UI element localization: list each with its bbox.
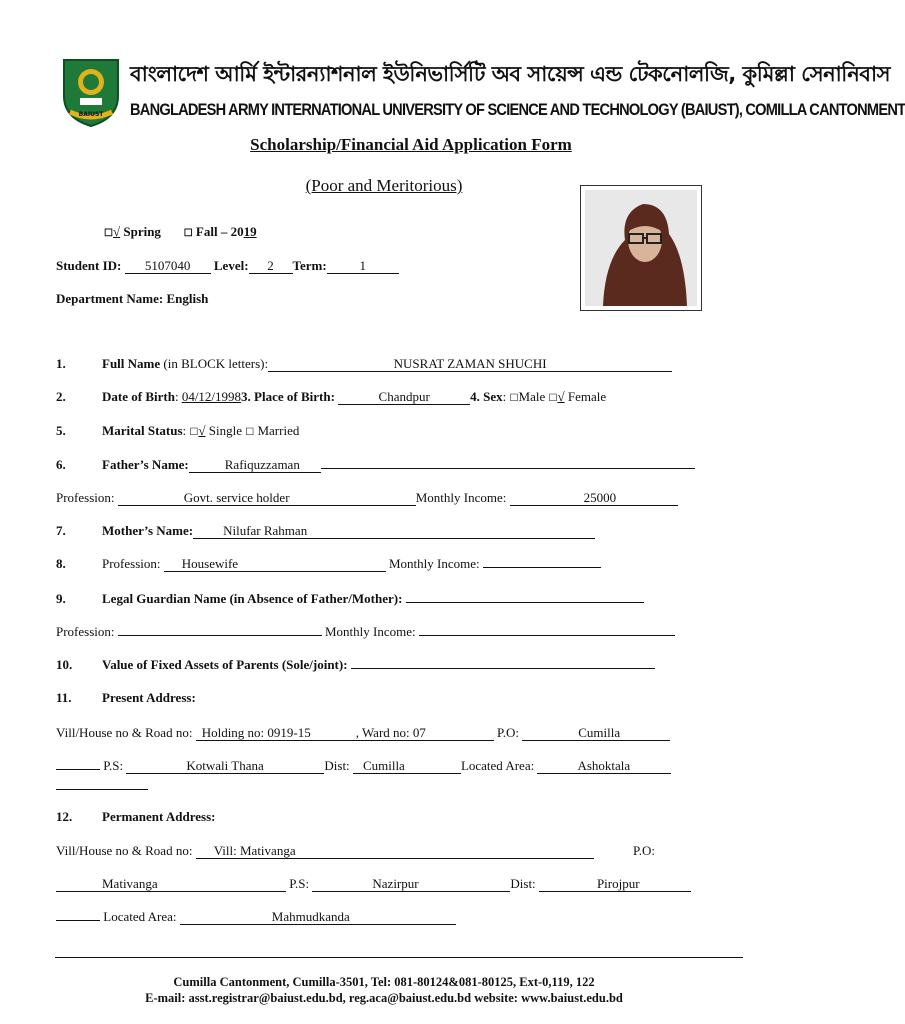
single-label: Single bbox=[208, 423, 242, 438]
permanent-address-row-1 bbox=[56, 843, 655, 859]
semester-row bbox=[104, 224, 257, 240]
male-label: Male bbox=[518, 389, 546, 404]
birth-row: Date of Birth: 04/12/19983. Place of Birth: Chandpur 4. Sex: ☐Male ☐√ Female bbox=[102, 389, 607, 404]
footer-divider bbox=[55, 957, 743, 958]
bangla-university-title: বাংলাদেশ আর্মি ইন্টারন্যাশনাল ইউনিভার্সিটি অব সায়েন্স এন্ড টেকনোলজি, কুমিল্লা সেনানিবাস bbox=[130, 62, 890, 86]
perm-ps-field[interactable]: Nazirpur bbox=[312, 877, 510, 892]
female-check-mark: √ bbox=[557, 389, 565, 404]
full-name-row bbox=[102, 356, 672, 372]
form-subtitle: (Poor and Meritorious) bbox=[305, 176, 463, 195]
father-profession-label: Profession: bbox=[56, 490, 115, 505]
item-number-1: 1. bbox=[56, 356, 66, 371]
permanent-address-row-2 bbox=[56, 876, 691, 892]
place-of-birth-field[interactable]: Chandpur bbox=[338, 390, 470, 405]
student-id-row bbox=[56, 258, 399, 274]
father-name-field[interactable]: Rafiquzzaman bbox=[189, 458, 321, 473]
mother-name-label: Mother’s Name: bbox=[102, 523, 194, 538]
present-ps-label: P.S: bbox=[103, 758, 124, 773]
spring-check-mark: √ bbox=[112, 224, 121, 239]
form-title: Scholarship/Financial Aid Application Form bbox=[250, 135, 572, 154]
male-checkbox[interactable]: ☐ bbox=[509, 393, 519, 404]
assets-row bbox=[102, 657, 655, 673]
perm-ps-label: P.S: bbox=[289, 876, 310, 891]
perm-area-field[interactable]: Mahmudkanda bbox=[180, 910, 456, 925]
fall-year-suffix: 19 bbox=[243, 224, 257, 239]
present-road-label: Vill/House no & Road no: bbox=[56, 725, 193, 740]
present-address-row-2 bbox=[56, 758, 671, 774]
sex-label: 4. Sex bbox=[470, 389, 503, 404]
full-name-label: Full Name bbox=[102, 356, 161, 371]
item-number-5: 5. bbox=[56, 423, 66, 438]
perm-dist-field[interactable]: Pirojpur bbox=[539, 877, 691, 892]
mother-income-field[interactable] bbox=[483, 567, 601, 568]
present-area-field[interactable]: Ashoktala bbox=[537, 759, 671, 774]
item-number-6: 6. bbox=[56, 457, 66, 472]
level-label: Level: bbox=[213, 258, 249, 273]
perm-dist-continuation bbox=[56, 920, 100, 921]
mother-income-label: Monthly Income: bbox=[389, 556, 480, 571]
department-value[interactable]: English bbox=[166, 291, 209, 306]
guardian-profession-label: Profession: bbox=[56, 624, 115, 639]
single-check-mark: √ bbox=[198, 423, 206, 438]
applicant-photo bbox=[580, 185, 702, 311]
item-number-11: 11. bbox=[56, 690, 72, 705]
perm-area-label: Located Area: bbox=[103, 909, 177, 924]
department-label: Department Name: bbox=[56, 291, 164, 306]
present-road-field[interactable]: Holding no: 0919-15 bbox=[196, 726, 356, 741]
present-ward-field[interactable]: , Ward no: 07 bbox=[356, 726, 494, 741]
full-name-field[interactable]: NUSRAT ZAMAN SHUCHI bbox=[268, 357, 672, 372]
assets-label: Value of Fixed Assets of Parents (Sole/joint): bbox=[102, 657, 348, 672]
item-number-10: 10. bbox=[56, 657, 73, 672]
item-number-7: 7. bbox=[56, 523, 66, 538]
perm-dist-label: Dist: bbox=[510, 876, 536, 891]
father-income-label: Monthly Income: bbox=[415, 490, 507, 505]
father-row bbox=[102, 457, 695, 473]
fall-label: Fall – 20 bbox=[195, 224, 244, 239]
present-dist-field[interactable]: Cumilla bbox=[353, 759, 461, 774]
married-checkbox[interactable]: ☐ bbox=[245, 427, 255, 438]
perm-road-label: Vill/House no & Road no: bbox=[56, 843, 193, 858]
university-logo bbox=[60, 56, 122, 128]
perm-road-field[interactable]: Vill: Mativanga bbox=[196, 844, 594, 859]
mother-name-field[interactable]: Nilufar Rahman bbox=[193, 524, 595, 539]
guardian-label: Legal Guardian Name (in Absence of Father/Mother): bbox=[102, 591, 403, 606]
spring-checkbox[interactable]: ☐ bbox=[104, 228, 113, 239]
spring-label: Spring bbox=[123, 224, 161, 239]
father-name-line bbox=[321, 468, 695, 469]
mother-row bbox=[102, 523, 595, 539]
father-name-label: Father’s Name: bbox=[102, 457, 189, 472]
term-field[interactable]: 1 bbox=[327, 259, 399, 274]
logo-text: BAIUST bbox=[78, 111, 104, 118]
place-of-birth-label: 3. Place of Birth: bbox=[241, 389, 335, 404]
guardian-profession-row bbox=[56, 624, 675, 640]
present-area-label: Located Area: bbox=[460, 758, 535, 773]
marital-row: Marital Status: ☐√ Single ☐ Married bbox=[102, 423, 300, 438]
female-label: Female bbox=[567, 389, 607, 404]
student-id-label: Student ID: bbox=[56, 258, 122, 273]
mother-profession-field[interactable]: Housewife bbox=[164, 557, 386, 572]
present-po-field[interactable]: Cumilla bbox=[522, 726, 670, 741]
father-income-field[interactable]: 25000 bbox=[510, 491, 678, 506]
female-checkbox[interactable]: ☐ bbox=[548, 393, 558, 404]
perm-po-field[interactable]: Mativanga bbox=[56, 877, 286, 892]
married-label: Married bbox=[257, 423, 300, 438]
footer-contact: E-mail: asst.registrar@baiust.edu.bd, reg.aca@baiust.edu.bd website: www.baiust.edu.bd bbox=[145, 991, 623, 1005]
term-label: Term: bbox=[292, 258, 327, 273]
full-name-note: (in BLOCK letters): bbox=[163, 356, 269, 371]
guardian-income-label: Monthly Income: bbox=[325, 624, 416, 639]
permanent-address-label: Permanent Address: bbox=[102, 809, 216, 824]
dob-field[interactable]: 04/12/1998 bbox=[181, 389, 242, 404]
mother-profession-row bbox=[102, 556, 601, 572]
guardian-name-field[interactable] bbox=[406, 602, 644, 603]
present-address-label: Present Address: bbox=[102, 690, 196, 705]
guardian-income-field[interactable] bbox=[419, 635, 675, 636]
level-field[interactable]: 2 bbox=[249, 259, 293, 274]
guardian-profession-field[interactable] bbox=[118, 635, 322, 636]
item-number-12: 12. bbox=[56, 809, 73, 824]
guardian-row bbox=[102, 591, 644, 607]
present-dist-label: Dist: bbox=[324, 758, 350, 773]
item-number-8: 8. bbox=[56, 556, 66, 571]
present-po-continuation bbox=[56, 769, 100, 770]
mother-profession-label: Profession: bbox=[102, 556, 161, 571]
father-profession-field[interactable]: Govt. service holder bbox=[118, 491, 416, 506]
permanent-address-row-3 bbox=[56, 909, 456, 925]
perm-po-label: P.O: bbox=[632, 843, 655, 858]
item-number-9: 9. bbox=[56, 591, 66, 606]
present-area-continuation bbox=[56, 789, 148, 790]
present-po-label: P.O: bbox=[496, 725, 519, 740]
english-university-title: BANGLADESH ARMY INTERNATIONAL UNIVERSITY OF SCIENCE AND TECHNOLOGY (BAIUST), COMILLA CANTONMENT bbox=[130, 100, 905, 119]
marital-label: Marital Status bbox=[102, 423, 183, 438]
item-number-2: 2. bbox=[56, 389, 66, 404]
department-row bbox=[56, 291, 208, 307]
father-profession-row bbox=[56, 490, 678, 506]
footer-address: Cumilla Cantonment, Cumilla-3501, Tel: 081-80124&081-80125, Ext-0,119, 122 bbox=[173, 975, 595, 989]
fall-checkbox[interactable]: ☐ bbox=[183, 228, 193, 239]
dob-label: Date of Birth bbox=[102, 389, 175, 404]
present-ps-field[interactable]: Kotwali Thana bbox=[126, 759, 324, 774]
assets-field[interactable] bbox=[351, 668, 655, 669]
present-address-row-1 bbox=[56, 725, 670, 741]
single-checkbox[interactable]: ☐ bbox=[189, 427, 199, 438]
student-id-field[interactable]: 5107040 bbox=[125, 259, 211, 274]
